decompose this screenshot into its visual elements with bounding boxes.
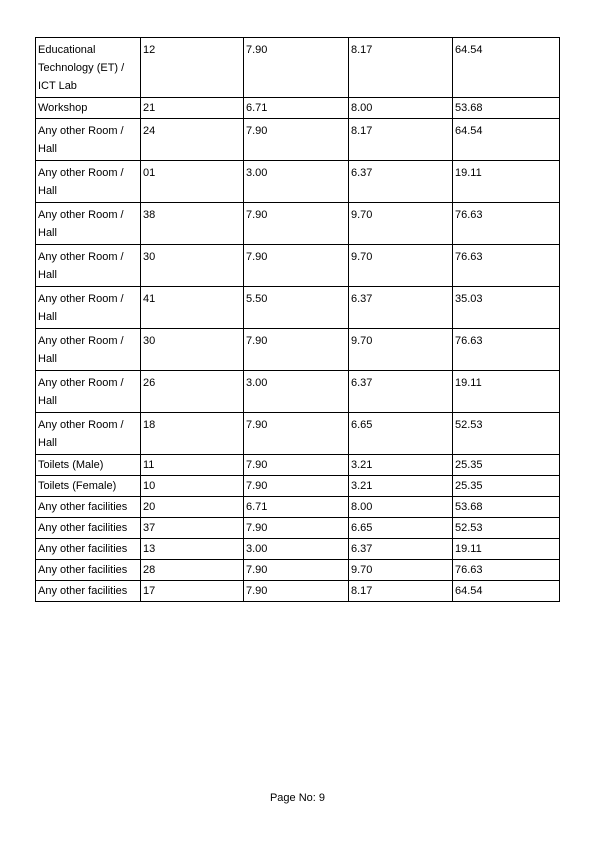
facilities-table	[35, 37, 560, 602]
value-cell: 7.90	[244, 329, 349, 371]
facility-name-cell: Any other Room / Hall	[36, 203, 141, 245]
table-row	[36, 560, 560, 581]
value-cell: 3.00	[244, 539, 349, 560]
table-row	[36, 581, 560, 602]
value-cell: 3.00	[244, 161, 349, 203]
value-cell: 7.90	[244, 413, 349, 455]
table-row	[36, 371, 560, 413]
value-cell: 6.37	[349, 539, 453, 560]
value-cell: 9.70	[349, 560, 453, 581]
value-cell: 3.00	[244, 371, 349, 413]
value-cell: 19.11	[453, 161, 560, 203]
facility-name-cell: Any other Room / Hall	[36, 245, 141, 287]
value-cell: 8.00	[349, 497, 453, 518]
table-row	[36, 287, 560, 329]
value-cell: 9.70	[349, 203, 453, 245]
value-cell: 6.37	[349, 287, 453, 329]
number-cell: 13	[141, 539, 244, 560]
value-cell: 64.54	[453, 119, 560, 161]
value-cell: 76.63	[453, 560, 560, 581]
value-cell: 64.54	[453, 581, 560, 602]
table-body	[36, 38, 560, 602]
value-cell: 76.63	[453, 329, 560, 371]
value-cell: 9.70	[349, 245, 453, 287]
table-row	[36, 329, 560, 371]
page-number: Page No: 9	[269, 792, 326, 804]
value-cell: 7.90	[244, 455, 349, 476]
number-cell: 30	[141, 329, 244, 371]
number-cell: 28	[141, 560, 244, 581]
number-cell: 10	[141, 476, 244, 497]
table-row	[36, 476, 560, 497]
facility-name-cell: Any other Room / Hall	[36, 161, 141, 203]
value-cell: 8.17	[349, 581, 453, 602]
number-cell: 11	[141, 455, 244, 476]
value-cell: 8.00	[349, 98, 453, 119]
value-cell: 6.65	[349, 413, 453, 455]
table-row	[36, 245, 560, 287]
value-cell: 6.37	[349, 371, 453, 413]
facility-name-cell: Any other Room / Hall	[36, 329, 141, 371]
value-cell: 52.53	[453, 413, 560, 455]
value-cell: 6.65	[349, 518, 453, 539]
value-cell: 7.90	[244, 119, 349, 161]
facility-name-cell: Any other Room / Hall	[36, 371, 141, 413]
value-cell: 8.17	[349, 38, 453, 98]
value-cell: 53.68	[453, 497, 560, 518]
value-cell: 7.90	[244, 38, 349, 98]
facility-name-cell: Any other facilities	[36, 581, 141, 602]
table-row	[36, 98, 560, 119]
number-cell: 01	[141, 161, 244, 203]
number-cell: 41	[141, 287, 244, 329]
value-cell: 76.63	[453, 203, 560, 245]
number-cell: 24	[141, 119, 244, 161]
table-row	[36, 203, 560, 245]
value-cell: 5.50	[244, 287, 349, 329]
value-cell: 7.90	[244, 476, 349, 497]
number-cell: 38	[141, 203, 244, 245]
table-row	[36, 119, 560, 161]
value-cell: 35.03	[453, 287, 560, 329]
table-row	[36, 455, 560, 476]
facility-name-cell: Any other facilities	[36, 518, 141, 539]
number-cell: 21	[141, 98, 244, 119]
number-cell: 26	[141, 371, 244, 413]
table-row	[36, 539, 560, 560]
value-cell: 6.37	[349, 161, 453, 203]
number-cell: 20	[141, 497, 244, 518]
value-cell: 9.70	[349, 329, 453, 371]
value-cell: 7.90	[244, 518, 349, 539]
value-cell: 53.68	[453, 98, 560, 119]
facility-name-cell: Any other facilities	[36, 497, 141, 518]
value-cell: 19.11	[453, 539, 560, 560]
number-cell: 37	[141, 518, 244, 539]
facility-name-cell: Any other facilities	[36, 539, 141, 560]
value-cell: 7.90	[244, 581, 349, 602]
facility-name-cell: Toilets (Male)	[36, 455, 141, 476]
number-cell: 18	[141, 413, 244, 455]
facility-name-cell: Toilets (Female)	[36, 476, 141, 497]
value-cell: 25.35	[453, 455, 560, 476]
number-cell: 17	[141, 581, 244, 602]
value-cell: 3.21	[349, 476, 453, 497]
table-row	[36, 413, 560, 455]
value-cell: 7.90	[244, 560, 349, 581]
number-cell: 30	[141, 245, 244, 287]
facility-name-cell: Any other facilities	[36, 560, 141, 581]
facility-name-cell: Workshop	[36, 98, 141, 119]
value-cell: 8.17	[349, 119, 453, 161]
value-cell: 7.90	[244, 203, 349, 245]
facility-name-cell: Any other Room / Hall	[36, 413, 141, 455]
value-cell: 3.21	[349, 455, 453, 476]
facility-name-cell: Educational Technology (ET) / ICT Lab	[36, 38, 141, 98]
number-cell: 12	[141, 38, 244, 98]
value-cell: 6.71	[244, 497, 349, 518]
value-cell: 76.63	[453, 245, 560, 287]
value-cell: 25.35	[453, 476, 560, 497]
facility-name-cell: Any other Room / Hall	[36, 119, 141, 161]
value-cell: 7.90	[244, 245, 349, 287]
table-row	[36, 38, 560, 98]
value-cell: 64.54	[453, 38, 560, 98]
value-cell: 52.53	[453, 518, 560, 539]
table-row	[36, 518, 560, 539]
value-cell: 6.71	[244, 98, 349, 119]
table-row	[36, 161, 560, 203]
value-cell: 19.11	[453, 371, 560, 413]
table-row	[36, 497, 560, 518]
facility-name-cell: Any other Room / Hall	[36, 287, 141, 329]
